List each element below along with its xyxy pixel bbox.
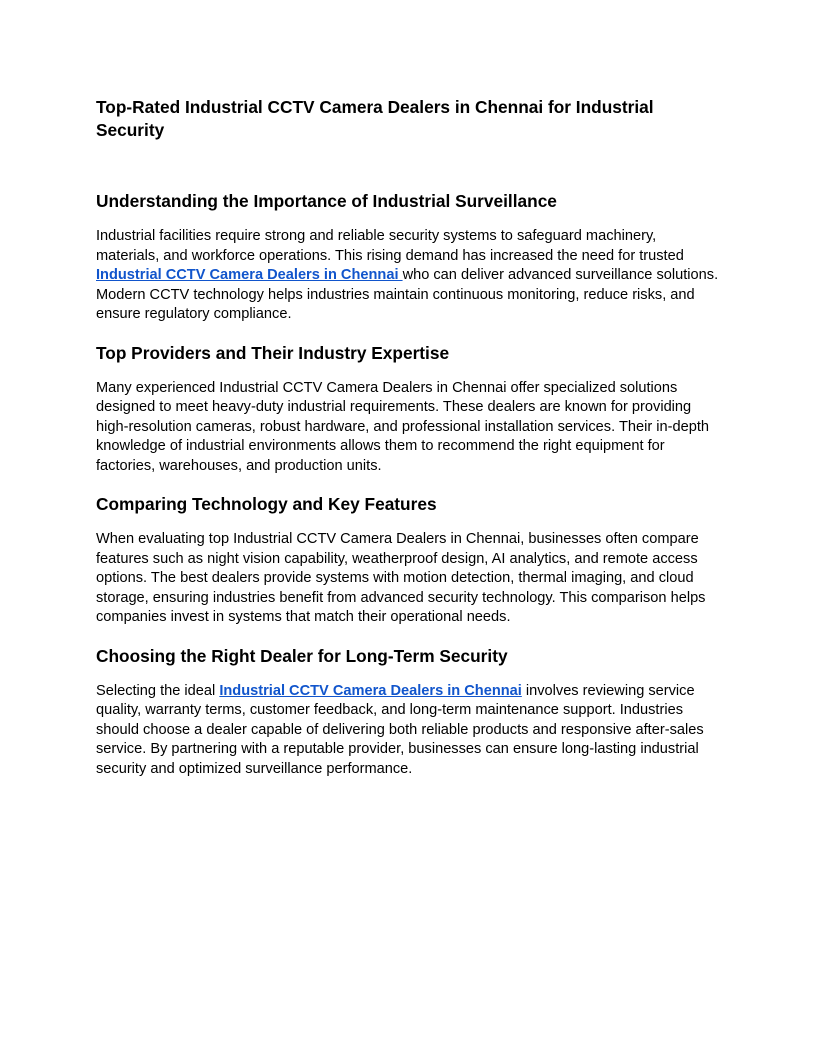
section-heading: Top Providers and Their Industry Expertise [96,342,450,363]
section-comparing-technology [96,493,720,628]
section-paragraph: Many experienced Industrial CCTV Camera Dealers in Chennai offer specialized solutions designed to meet heavy-duty industrial requirements. These dealers are known for providing high-resolution cameras, robust hardware, and professional installation services. Their in-depth knowledge of industrial environments allows them to recommend the right equipment for factories, warehouses, and production units. [96,379,709,474]
paragraph-text: who can deliver advanced surveillance solutions. Modern CCTV technology helps industries maintain continuous monitoring, reduce risks, and ensure regulatory compliance. [96,267,719,322]
section-importance-of-surveillance [96,190,720,325]
dealers-link[interactable]: Industrial CCTV Camera Dealers in Chennai [219,682,522,699]
dealers-link[interactable]: Industrial CCTV Camera Dealers in Chennai [96,267,403,283]
document-title: Top-Rated Industrial CCTV Camera Dealers in Chennai for Industrial Security [96,97,654,140]
paragraph-text: Selecting the ideal [96,682,220,699]
paragraph-text: involves reviewing service quality, warranty terms, customer feedback, and long-term maintenance support. Industries should choose a dealer capable of delivering both reliable products and responsive after-sales service. By partnering with a reputable provider, businesses can ensure long-lasting industrial security and optimized surveillance performance. [96,682,704,777]
paragraph-text: Industrial facilities require strong and reliable security systems to safeguard machinery, materials, and workforce operations. This rising demand has increased the need for trusted [96,228,684,264]
document-page [96,96,720,796]
section-paragraph [96,227,720,325]
section-heading: Choosing the Right Dealer for Long-Term Security [96,645,508,666]
section-paragraph: When evaluating top Industrial CCTV Camera Dealers in Chennai, businesses often compare features such as night vision capability, weatherproof design, AI analytics, and remote access options. The best dealers provide systems with motion detection, thermal imaging, and cloud storage, ensuring industries benefit from advanced security technology. This comparison helps companies invest in systems that match their operational needs. [96,531,706,625]
section-paragraph [96,682,720,780]
section-top-providers [96,342,720,477]
section-heading: Understanding the Importance of Industrial Surveillance [96,191,557,211]
section-heading: Comparing Technology and Key Features [96,494,437,514]
section-choosing-dealer [96,645,720,780]
